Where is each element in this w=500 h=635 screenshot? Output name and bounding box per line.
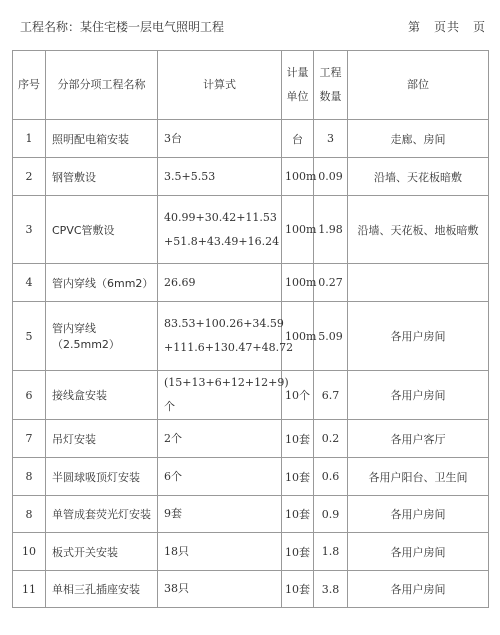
row-seq: 7 [13, 420, 46, 458]
table-row [13, 120, 489, 158]
row-qty: 6.7 [314, 371, 348, 420]
formula-line: 9套 [164, 507, 182, 520]
row-seq: 11 [13, 571, 46, 608]
project-title: 工程名称：某住宅楼一层电气照明工程 [20, 20, 225, 34]
formula-line: 3.5+5.53 [164, 169, 216, 183]
row-name: 接线盒安装 [46, 371, 158, 420]
row-unit: 10套 [282, 420, 314, 458]
table-row [13, 420, 489, 458]
header-qty-line1: 工程 [319, 66, 342, 79]
row-unit: 10套 [282, 571, 314, 608]
table-row [13, 302, 489, 371]
row-unit: 100m [282, 264, 314, 302]
table-body [13, 120, 489, 608]
row-qty: 3.8 [314, 571, 348, 608]
header-unit-line1: 计量 [286, 66, 309, 79]
row-seq: 8 [13, 458, 46, 496]
formula-line: 3台 [164, 131, 182, 145]
table-row [13, 496, 489, 533]
row-seq: 4 [13, 264, 46, 302]
formula-line: 38只 [164, 582, 189, 595]
row-unit: 10套 [282, 533, 314, 571]
row-name: 吊灯安装 [46, 420, 158, 458]
row-location: 各用户房间 [348, 571, 489, 608]
row-name: 管内穿线（2.5mm2） [46, 302, 158, 371]
row-name: 单相三孔插座安装 [46, 571, 158, 608]
row-formula [158, 420, 282, 458]
row-name: 照明配电箱安装 [46, 120, 158, 158]
row-unit: 100m [282, 302, 314, 371]
row-location: 走廊、房间 [348, 120, 489, 158]
page-info: 第 页共 页 [407, 20, 486, 34]
header-qty [314, 51, 348, 120]
row-formula [158, 196, 282, 264]
row-formula [158, 571, 282, 608]
row-seq: 1 [13, 120, 46, 158]
row-location: 沿墙、天花板、地板暗敷 [348, 196, 489, 264]
formula-line: 18只 [164, 544, 189, 558]
row-location: 各用户房间 [348, 302, 489, 371]
row-unit: 台 [282, 120, 314, 158]
row-location: 各用户房间 [348, 371, 489, 420]
row-name: CPVC管敷设 [46, 196, 158, 264]
row-qty: 0.09 [314, 158, 348, 196]
row-name: 半圆球吸顶灯安装 [46, 458, 158, 496]
row-seq: 3 [13, 196, 46, 264]
row-unit: 100m [282, 196, 314, 264]
row-seq: 8 [13, 496, 46, 533]
row-location: 沿墙、天花板暗敷 [348, 158, 489, 196]
row-name: 单管成套荧光灯安装 [46, 496, 158, 533]
row-seq: 5 [13, 302, 46, 371]
row-qty: 1.8 [314, 533, 348, 571]
document-header [12, 18, 488, 40]
row-seq: 2 [13, 158, 46, 196]
row-name: 板式开关安装 [46, 533, 158, 571]
row-formula [158, 302, 294, 371]
row-formula [158, 264, 282, 302]
formula-line: 2个 [164, 431, 182, 445]
table-row [13, 533, 489, 571]
row-formula [158, 458, 282, 496]
table-row [13, 196, 489, 264]
header-formula: 计算式 [158, 51, 282, 120]
row-qty: 0.27 [314, 264, 348, 302]
table-header-row [13, 51, 489, 120]
formula-line: (15+13+6+12+12+9)个 [164, 376, 289, 413]
quantity-calculation-table [12, 50, 489, 608]
row-formula [158, 496, 282, 533]
row-qty: 3 [314, 120, 348, 158]
row-unit: 10套 [282, 458, 314, 496]
row-name: 管内穿线（6mm2） [46, 264, 158, 302]
formula-line: 83.53+100.26+34.59 [164, 317, 284, 330]
row-unit: 100m [282, 158, 314, 196]
row-formula [158, 120, 282, 158]
formula-line: 6个 [164, 469, 182, 483]
row-formula [158, 158, 282, 196]
row-location: 各用户阳台、卫生间 [348, 458, 489, 496]
formula-line: 40.99+30.42+11.53 [164, 210, 277, 224]
row-qty: 0.2 [314, 420, 348, 458]
row-seq: 10 [13, 533, 46, 571]
table-row [13, 571, 489, 608]
header-unit-line2: 单位 [286, 90, 309, 103]
formula-line: +111.6+130.47+48.72 [164, 341, 294, 354]
header-name: 分部分项工程名称 [46, 51, 158, 120]
row-formula [158, 371, 289, 420]
row-unit: 10套 [282, 496, 314, 533]
row-location: 各用户房间 [348, 533, 489, 571]
header-unit [282, 51, 314, 120]
row-location: 各用户客厅 [348, 420, 489, 458]
row-location [348, 264, 489, 302]
row-unit: 10个 [282, 371, 314, 420]
row-name: 钢管敷设 [46, 158, 158, 196]
formula-line: 26.69 [164, 275, 196, 289]
table-row [13, 371, 489, 420]
row-location: 各用户房间 [348, 496, 489, 533]
row-seq: 6 [13, 371, 46, 420]
row-qty: 0.6 [314, 458, 348, 496]
row-qty: 0.9 [314, 496, 348, 533]
header-qty-line2: 数量 [319, 90, 342, 103]
header-seq: 序号 [13, 51, 46, 120]
header-location: 部位 [348, 51, 489, 120]
formula-line: +51.8+43.49+16.24 [164, 234, 280, 248]
row-qty: 5.09 [314, 302, 348, 371]
table-row [13, 158, 489, 196]
row-formula [158, 533, 282, 571]
table-row [13, 458, 489, 496]
row-qty: 1.98 [314, 196, 348, 264]
table-row [13, 264, 489, 302]
